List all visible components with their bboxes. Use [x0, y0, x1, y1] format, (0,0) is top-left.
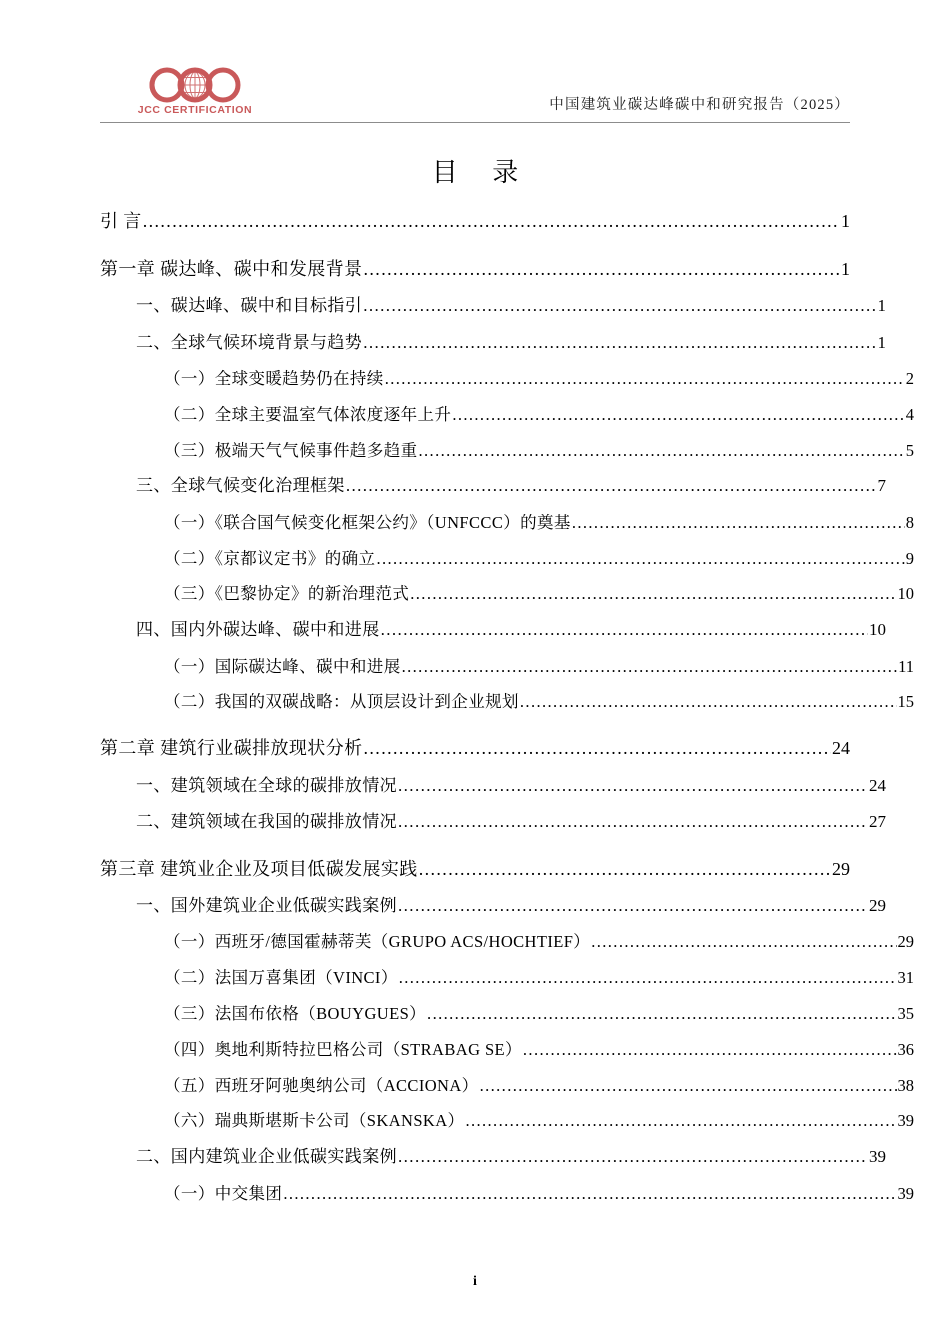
toc-leader-dots — [283, 1184, 896, 1201]
toc-entry-label: （二）我国的双碳战略：从顶层设计到企业规划 — [164, 692, 519, 712]
toc-entry-page-number: 8 — [905, 512, 914, 532]
toc-heading: 目 录 — [431, 158, 533, 187]
toc-leader-dots — [364, 738, 832, 756]
toc-entry-label: 第三章 建筑业企业及项目低碳发展实践 — [100, 858, 418, 879]
toc-entry[interactable] — [100, 333, 886, 353]
toc-leader-dots — [398, 896, 868, 913]
header-row — [100, 58, 850, 116]
toc-entry-page-number: 24 — [869, 775, 886, 795]
logo-wordmark: JCC CERTIFICATION — [137, 104, 253, 116]
toc-entry-page-number: 5 — [905, 440, 914, 460]
toc-entry-page-number: 27 — [869, 812, 886, 832]
toc-entry[interactable] — [100, 441, 914, 461]
toc-leader-dots — [591, 932, 896, 949]
toc-entry-page-number: 1 — [877, 332, 886, 352]
toc-leader-dots — [523, 1040, 897, 1057]
toc-entry-label: 引 言 — [100, 211, 142, 231]
toc-entry[interactable] — [100, 1184, 914, 1204]
toc-entry[interactable] — [100, 549, 914, 569]
document-title-header: 中国建筑业碳达峰碳中和研究报告（2025） — [549, 97, 850, 113]
toc-entry-label: 第一章 碳达峰、碳中和发展背景 — [100, 258, 363, 279]
toc-leader-dots — [419, 441, 905, 458]
toc-entry-label: （六）瑞典斯堪斯卡公司（SKANSKA） — [164, 1111, 465, 1131]
toc-entry[interactable] — [100, 369, 914, 389]
toc-entry[interactable] — [100, 296, 886, 316]
toc-entry[interactable] — [100, 812, 886, 832]
toc-leader-dots — [480, 1076, 897, 1093]
toc-entry-page-number: 39 — [897, 1183, 914, 1203]
toc-leader-dots — [410, 584, 896, 601]
toc-entry[interactable] — [100, 776, 886, 796]
toc-entry-label: （四）奥地利斯特拉巴格公司（STRABAG SE） — [164, 1039, 522, 1059]
toc-entry-page-number: 39 — [869, 1147, 886, 1167]
toc-entry-label: 第二章 建筑行业碳排放现状分析 — [100, 738, 363, 759]
toc-leader-dots — [402, 657, 898, 674]
toc-entry-page-number: 10 — [897, 584, 914, 604]
toc-leader-dots — [520, 692, 897, 709]
toc-entry-page-number: 36 — [897, 1039, 914, 1059]
toc-entry[interactable] — [100, 1004, 914, 1024]
toc-entry-label: （一）国际碳达峰、碳中和进展 — [164, 656, 401, 676]
toc-entry-page-number: 29 — [897, 932, 914, 952]
toc-entry-label: （一）西班牙/德国霍赫蒂芙（GRUPO ACS/HOCHTIEF） — [164, 932, 591, 952]
toc-entry-page-number: 7 — [877, 476, 886, 496]
header-divider — [100, 122, 850, 123]
toc-entry[interactable] — [100, 896, 886, 916]
toc-entry-label: 三、全球气候变化治理框架 — [136, 476, 345, 496]
toc-leader-dots — [143, 211, 840, 229]
toc-leader-dots — [385, 369, 905, 386]
toc-entry-label: （三）法国布依格（BOUYGUES） — [164, 1004, 427, 1024]
toc-entry-label: （二）全球主要温室气体浓度逐年上升 — [164, 404, 452, 424]
toc-entry[interactable] — [100, 968, 914, 988]
toc-entry[interactable] — [100, 738, 850, 760]
toc-entry-label: 二、全球气候环境背景与趋势 — [136, 332, 363, 352]
toc-entry-label: （一）《联合国气候变化框架公约》（UNFCCC）的奠基 — [164, 512, 571, 532]
toc-leader-dots — [572, 513, 905, 530]
toc-entry-page-number: 39 — [897, 1111, 914, 1131]
toc-entry-label: 四、国内外碳达峰、碳中和进展 — [136, 620, 380, 640]
toc-entry[interactable] — [100, 692, 914, 712]
toc-leader-dots — [419, 859, 831, 877]
toc-entry-label: 一、碳达峰、碳中和目标指引 — [136, 296, 363, 316]
toc-entry-label: 二、国内建筑业企业低碳实践案例 — [136, 1147, 397, 1167]
toc-entry-page-number: 29 — [832, 858, 850, 879]
toc-entry-page-number: 38 — [897, 1075, 914, 1095]
toc-entry-label: （一）全球变暖趋势仍在持续 — [164, 368, 384, 388]
toc-entry[interactable] — [100, 932, 914, 952]
toc-entry-label: （五）西班牙阿驰奥纳公司（ACCIONA） — [164, 1075, 479, 1095]
toc-entry-page-number: 15 — [897, 692, 914, 712]
toc-entry-label: （二）法国万喜集团（VINCI） — [164, 968, 398, 988]
toc-entry[interactable] — [100, 405, 914, 425]
toc-leader-dots — [376, 549, 904, 566]
toc-entry[interactable] — [100, 476, 886, 496]
toc-entry-label: （三）《巴黎协定》的新治理范式 — [164, 584, 410, 604]
toc-leader-dots — [465, 1111, 896, 1128]
toc-leader-dots — [363, 296, 876, 313]
toc-entry[interactable] — [100, 1111, 914, 1131]
toc-leader-dots — [398, 776, 868, 793]
toc-entry[interactable] — [100, 259, 850, 281]
toc-entry-page-number: 10 — [869, 620, 886, 640]
toc-entry[interactable] — [100, 1076, 914, 1096]
toc-entry[interactable] — [100, 1147, 886, 1167]
toc-entry-label: 二、建筑领域在我国的碳排放情况 — [136, 812, 397, 832]
toc-entry-label: （一）中交集团 — [164, 1183, 283, 1203]
toc-entry-page-number: 1 — [877, 296, 886, 316]
toc-entry-page-number: 24 — [832, 738, 850, 759]
toc-entry-label: 一、建筑领域在全球的碳排放情况 — [136, 775, 397, 795]
toc-entry-page-number: 29 — [869, 896, 886, 916]
running-header — [100, 0, 850, 126]
toc-entry-page-number: 1 — [841, 258, 850, 279]
jcc-logo — [135, 67, 255, 116]
toc-entry-page-number: 31 — [897, 968, 914, 988]
toc-entry-page-number: 1 — [841, 211, 850, 231]
toc-entry-label: （二）《京都议定书》的确立 — [164, 548, 376, 568]
toc-leader-dots — [398, 1147, 868, 1164]
toc-entry-label: （三）极端天气气候事件趋多趋重 — [164, 440, 418, 460]
toc-entry-page-number: 4 — [905, 404, 914, 424]
toc-entry-page-number: 11 — [898, 656, 914, 676]
toc-entry[interactable] — [100, 211, 850, 233]
page-number-footer: i — [473, 1274, 477, 1289]
interlocking-rings-globe-icon — [143, 67, 247, 103]
toc-leader-dots — [346, 476, 877, 493]
toc-entry-page-number: 35 — [897, 1004, 914, 1024]
toc-leader-dots — [452, 405, 904, 422]
toc-leader-dots — [427, 1004, 896, 1021]
toc-leader-dots — [364, 259, 841, 277]
toc-leader-dots — [398, 812, 868, 829]
toc-leader-dots — [399, 968, 897, 985]
toc-entry-page-number: 2 — [905, 368, 914, 388]
toc-leader-dots — [381, 620, 868, 637]
toc-entry[interactable] — [100, 513, 914, 533]
toc-leader-dots — [363, 333, 876, 350]
toc-entry[interactable] — [100, 1040, 914, 1060]
toc-entry-page-number: 9 — [905, 548, 914, 568]
table-of-contents — [100, 211, 914, 1203]
toc-entry[interactable] — [100, 657, 914, 677]
toc-entry[interactable] — [100, 620, 886, 640]
toc-entry[interactable] — [100, 584, 914, 604]
toc-entry[interactable] — [100, 859, 850, 881]
toc-entry-label: 一、国外建筑业企业低碳实践案例 — [136, 896, 397, 916]
